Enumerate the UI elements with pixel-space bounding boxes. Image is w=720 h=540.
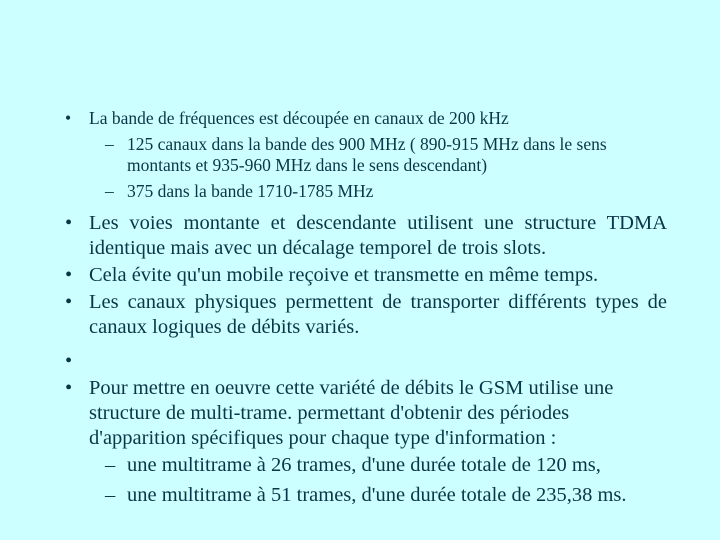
dash-marker: –	[105, 134, 114, 154]
bullet-item-empty	[65, 349, 667, 374]
sub-bullet-text: une multitrame à 26 trames, d'une durée totale de 120 ms,	[127, 454, 601, 476]
bullet-text: Pour mettre en oeuvre cette variété de débits le GSM utilise une structure de multi-trame. permettant d'obtenir des périodes d'apparition spécifiques pour chaque type d'information :	[89, 377, 614, 449]
dash-marker: –	[105, 181, 114, 201]
sub-bullet-text: 125 canaux dans la bande des 900 MHz ( 890-915 MHz dans le sens montants et 935-960 MHz dans le sens descendant)	[127, 134, 607, 175]
dash-marker: –	[105, 484, 116, 506]
bullet-item	[65, 211, 667, 261]
sub-bullet-item	[105, 134, 667, 176]
bullet-text: La bande de fréquences est découpée en canaux de 200 kHz	[89, 108, 509, 128]
sub-bullet-text: 375 dans la bande 1710-1785 MHz	[127, 181, 374, 201]
bullet-dot-marker: •	[65, 212, 73, 234]
bullet-dot-marker: •	[65, 291, 73, 313]
bullet-item	[65, 263, 667, 288]
dash-marker: –	[105, 454, 116, 476]
bullet-item	[65, 376, 667, 451]
slide-body	[65, 108, 667, 508]
bullet-text: Les voies montante et descendante utilisent une structure TDMA identique mais avec un décalage temporel de trois slots.	[89, 212, 667, 259]
sub-bullet-text: une multitrame à 51 trames, d'une durée totale de 235,38 ms.	[127, 484, 627, 506]
bullet-dot-marker: •	[65, 264, 73, 286]
sub-bullet-item	[105, 453, 667, 478]
bullet-item	[65, 290, 667, 340]
bullet-dot-marker: •	[65, 377, 73, 399]
bullet-text: Cela évite qu'un mobile reçoive et transmette en même temps.	[89, 264, 599, 286]
sub-bullet-item	[105, 483, 667, 508]
bullet-dot-marker: •	[65, 350, 73, 372]
bullet-text: Les canaux physiques permettent de transporter différents types de canaux logiques de débits variés.	[89, 291, 667, 338]
bullet-dot-marker: •	[65, 108, 72, 128]
sub-bullet-item	[105, 181, 667, 202]
bullet-item	[65, 108, 667, 129]
